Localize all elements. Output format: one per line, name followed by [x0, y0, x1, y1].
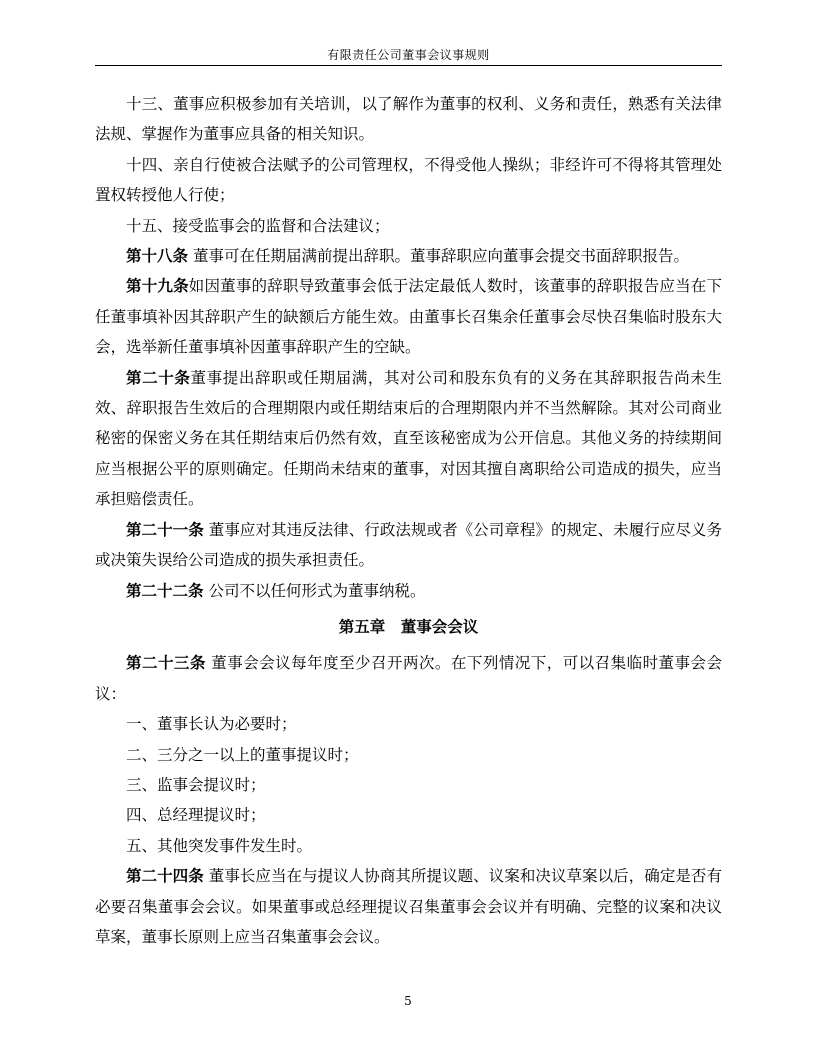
page-number: 5	[404, 994, 412, 1008]
header-rule	[95, 65, 722, 66]
list-item: 四、总经理提议时；	[126, 806, 266, 825]
list-item: 五、其他突发事件发生时。	[126, 836, 313, 855]
article-24: 第二十四条 董事长应当在与提议人协商其所提议题、议案和决议草案以后，确定是否有必要召集董事会会议。如果董事或总经理提议召集董事会会议并有明确、完整的议案和决议草案，董事长原则上应当召集董事会会议。	[95, 867, 722, 946]
article-18: 第十八条 董事可在任期届满前提出辞职。董事辞职应向董事会提交书面辞职报告。	[126, 247, 689, 266]
article-19-label: 第十九条	[126, 277, 189, 296]
article-18-label: 第十八条	[126, 247, 189, 266]
document-body	[95, 89, 722, 952]
article-22: 第二十二条 公司不以任何形式为董事纳税。	[126, 581, 426, 600]
article-24-label: 第二十四条	[126, 867, 204, 886]
article-20: 第二十条董事提出辞职或任期届满，其对公司和股东负有的义务在其辞职报告尚未生效、辞职报告生效后的合理期限内或任期结束后的合理期限内并不当然解除。其对公司商业秘密的保密义务在其任期结束后仍然有效，直至该秘密成为公开信息。其他义务的持续期间应当根据公平的原则确定。任期尚未结束的董事，对因其擅自离职给公司造成的损失，应当承担赔偿责任。	[95, 368, 722, 509]
article-23-label: 第二十三条	[126, 654, 206, 673]
list-item: 三、监事会提议时；	[126, 775, 266, 794]
clause-13: 十三、董事应积极参加有关培训，以了解作为董事的权利、义务和责任，熟悉有关法律法规、掌握作为董事应具备的相关知识。	[95, 95, 722, 144]
clause-14: 十四、亲自行使被合法赋予的公司管理权，不得受他人操纵；非经许可不得将其管理处置权转授他人行使；	[95, 155, 722, 205]
list-item: 一、董事长认为必要时；	[126, 715, 297, 734]
running-header: 有限责任公司董事会议事规则	[327, 48, 490, 62]
article-22-label: 第二十二条	[126, 581, 204, 600]
list-item: 二、三分之一以上的董事提议时；	[126, 745, 359, 764]
article-23: 第二十三条 董事会会议每年度至少召开两次。在下列情况下，可以召集临时董事会会议：	[95, 654, 722, 703]
article-21: 第二十一条 董事应对其违反法律、行政法规或者《公司章程》的规定、未履行应尽义务或决策失误给公司造成的损失承担责任。	[95, 520, 722, 570]
clause-15: 十五、接受监事会的监督和合法建议；	[126, 216, 390, 235]
chapter-heading: 第五章 董事会会议	[338, 617, 479, 636]
article-21-label: 第二十一条	[126, 520, 204, 539]
article-20-label: 第二十条	[126, 368, 191, 387]
article-19: 第十九条如因董事的辞职导致董事会低于法定最低人数时，该董事的辞职报告应当在下任董事填补因其辞职产生的缺额后方能生效。由董事长召集余任董事会尽快召集临时股东大会，选举新任董事填补因董事辞职产生的空缺。	[95, 277, 722, 357]
